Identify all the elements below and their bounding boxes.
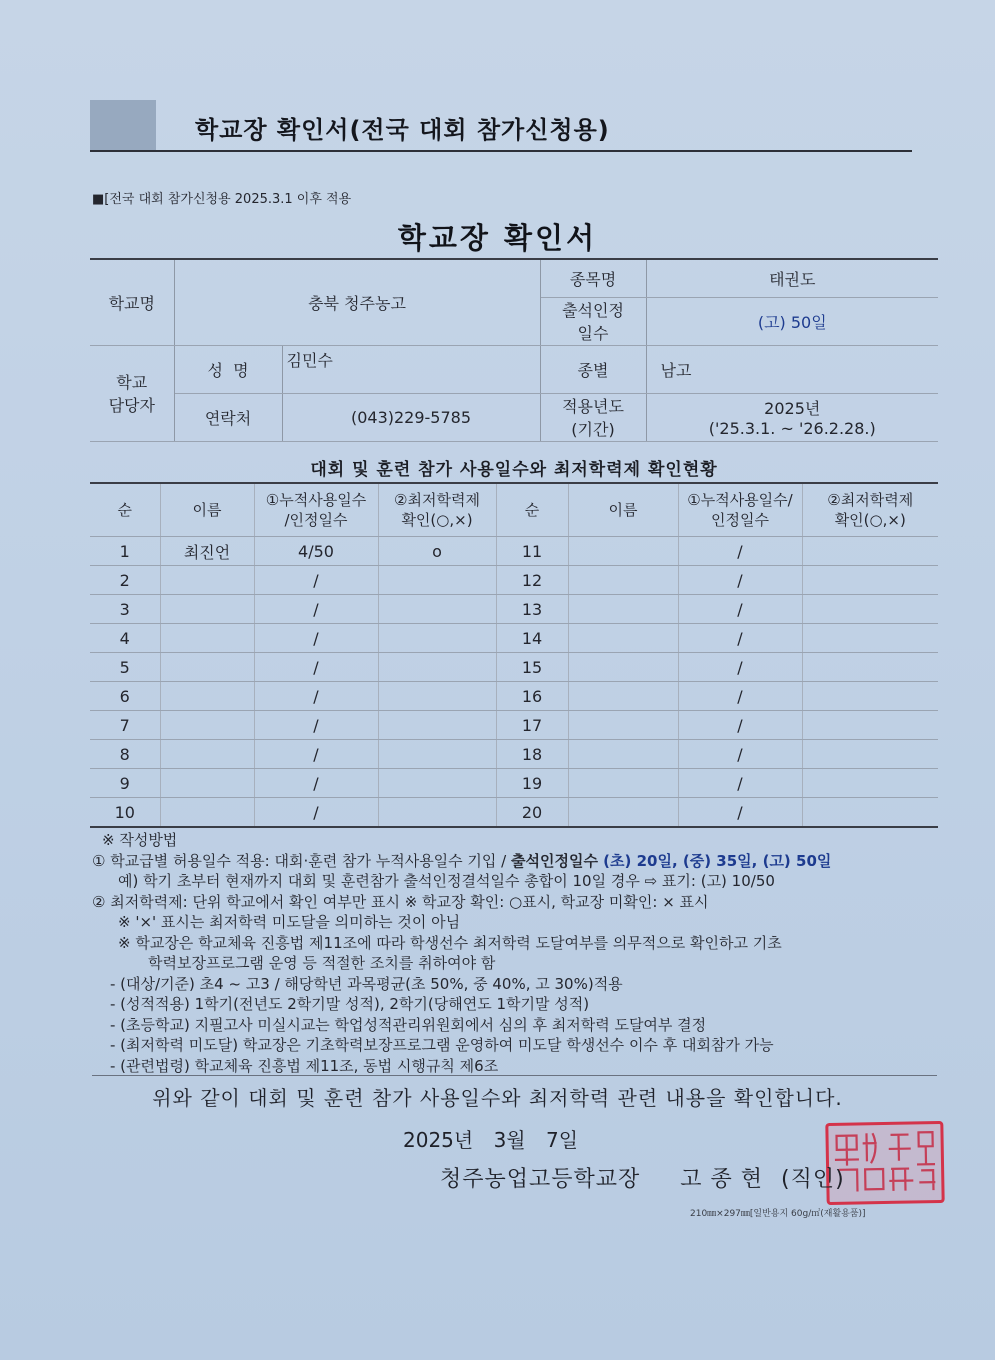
cell-no: 8 <box>90 740 160 769</box>
contact-value: (043)229-5785 <box>282 393 540 441</box>
cell-min-r <box>802 624 938 653</box>
cell-no-r: 15 <box>496 653 568 682</box>
cell-days-r: / <box>678 711 802 740</box>
year-label <box>540 393 646 441</box>
cell-days-r: / <box>678 566 802 595</box>
col-name: 이름 <box>160 483 254 537</box>
table-row <box>90 566 938 595</box>
col-min-line1: ②최저학력제 <box>394 491 480 509</box>
manager-label-line1: 학교 <box>116 373 148 392</box>
cell-days-r: / <box>678 595 802 624</box>
cell-no-r: 16 <box>496 682 568 711</box>
col-name-right: 이름 <box>568 483 678 537</box>
cell-days: / <box>254 682 378 711</box>
cell-min <box>378 595 496 624</box>
note-2-b: ※ 학교장은 학교체육 진흥법 제11조에 따라 학생선수 최저학력 도달여부를 의무적으로 확인하고 기초 <box>118 933 782 952</box>
year-value-line2: ('25.3.1. ~ '26.2.28.) <box>708 419 876 438</box>
confirm-rule <box>92 1075 937 1076</box>
cell-min-r <box>802 653 938 682</box>
cell-days-r: / <box>678 537 802 566</box>
note-2: ② 최저학력제: 단위 학교에서 확인 여부만 표시 ※ 학교장 확인: ○표시, 학교장 미확인: × 표시 <box>92 892 709 911</box>
cell-days: / <box>254 653 378 682</box>
cell-name-r <box>568 537 678 566</box>
gender-value: 남고 <box>646 345 938 393</box>
cell-days: / <box>254 769 378 798</box>
cell-days-r: / <box>678 624 802 653</box>
cell-days: / <box>254 711 378 740</box>
notice-text: ■[전국 대회 참가신청용 2025.3.1 이후 적용 <box>92 192 352 207</box>
cell-no: 6 <box>90 682 160 711</box>
gender-label: 종별 <box>540 345 646 393</box>
cell-name-r <box>568 595 678 624</box>
name-label: 성 명 <box>174 345 282 393</box>
signer-name: 고 종 현 <box>680 1167 764 1192</box>
header-shade-box <box>90 100 156 152</box>
cell-days-r: / <box>678 682 802 711</box>
col-days-line2: /인정일수 <box>284 511 348 529</box>
cell-no-r: 11 <box>496 537 568 566</box>
cell-no: 7 <box>90 711 160 740</box>
cell-name <box>160 653 254 682</box>
cell-min <box>378 798 496 828</box>
note-dash-4: - (최저학력 미도달) 학교장은 기초학력보장프로그램 운영하여 미도달 학생선수 이수 후 대회참가 가능 <box>110 1036 774 1054</box>
note-dash-1: - (대상/기준) 초4 ~ 고3 / 해당학년 과목평균(초 50%, 중 40%, 고 30%)적용 <box>110 974 623 993</box>
col-days-line1: ①누적사용일수 <box>265 491 367 509</box>
header-title: 학교장 확인서(전국 대회 참가신청용) <box>195 116 610 144</box>
note-dash-3: - (초등학교) 지필고사 미실시교는 학업성적관리위원회에서 심의 후 최저학력 도달여부 결정 <box>110 1015 707 1034</box>
cell-no-r: 12 <box>496 566 568 595</box>
cell-min-r <box>802 769 938 798</box>
cell-days-r: / <box>678 769 802 798</box>
cell-no: 10 <box>90 798 160 828</box>
table-row <box>90 740 938 769</box>
table-row <box>90 682 938 711</box>
col-days-right-line2: 인정일수 <box>711 511 769 529</box>
cell-days: / <box>254 740 378 769</box>
cell-min: o <box>378 537 496 566</box>
cell-min-r <box>802 711 938 740</box>
school-value: 충북 청주농고 <box>174 259 540 345</box>
cell-min <box>378 566 496 595</box>
cell-min-r <box>802 537 938 566</box>
signer-line <box>440 1162 845 1193</box>
cell-days: / <box>254 798 378 828</box>
col-days-right-line1: ①누적사용일수/ <box>687 491 793 509</box>
cell-days: / <box>254 624 378 653</box>
cell-days: / <box>254 566 378 595</box>
attendance-label <box>540 297 646 345</box>
cell-min-r <box>802 798 938 828</box>
cell-days-r: / <box>678 740 802 769</box>
attendance-label-line1: 출석인정 <box>562 301 624 320</box>
cell-days: 4/50 <box>254 537 378 566</box>
cell-no: 1 <box>90 537 160 566</box>
paper-spec: 210㎜×297㎜[일반용지 60g/㎡(재활용품)] <box>690 1209 866 1219</box>
cell-name-r <box>568 798 678 828</box>
col-min-line2: 확인(○,×) <box>401 511 473 529</box>
table-row <box>90 537 938 566</box>
signer-school: 청주농업고등학교장 <box>440 1167 641 1192</box>
cell-no-r: 19 <box>496 769 568 798</box>
col-days <box>254 483 378 537</box>
name-value: 김민수 <box>282 345 540 393</box>
event-value: 태권도 <box>646 259 938 297</box>
document-title: 학교장 확인서 <box>397 221 598 255</box>
note-1-text: ① 학교급별 허용일수 적용: 대회·훈련 참가 누적사용일수 기입 / <box>92 851 511 870</box>
note-2-a: ※ '×' 표시는 최저학력 미도달을 의미하는 것이 아님 <box>118 913 461 931</box>
col-no-right: 순 <box>496 483 568 537</box>
seal-glyphs-icon <box>828 1124 941 1202</box>
note-2-b-cont: 학력보장프로그램 운영 등 적절한 조치를 취하여야 함 <box>148 954 496 972</box>
note-dash-5: - (관련법령) 학교체육 진흥법 제11조, 동법 시행규칙 제6조 <box>110 1056 499 1075</box>
usage-table <box>90 482 938 828</box>
cell-name <box>160 769 254 798</box>
note-1-example: 예) 학기 초부터 현재까지 대회 및 훈련참가 출석인정결석일수 총합이 10일 경우 ⇨ 표기: (고) 10/50 <box>118 872 775 890</box>
cell-no: 3 <box>90 595 160 624</box>
cell-min-r <box>802 566 938 595</box>
info-table <box>90 258 938 442</box>
year-value-line1: 2025년 <box>764 399 821 418</box>
cell-name <box>160 740 254 769</box>
cell-no-r: 18 <box>496 740 568 769</box>
col-min-right <box>802 483 938 537</box>
cell-name-r <box>568 711 678 740</box>
year-value <box>646 393 938 441</box>
year-label-line1: 적용년도 <box>562 397 624 416</box>
cell-min <box>378 711 496 740</box>
cell-name <box>160 682 254 711</box>
cell-min <box>378 624 496 653</box>
cell-name-r <box>568 624 678 653</box>
cell-name <box>160 595 254 624</box>
attendance-label-line2: 일수 <box>577 324 609 343</box>
table-row <box>90 624 938 653</box>
col-min-right-line2: 확인(○,×) <box>834 511 906 529</box>
cell-name <box>160 711 254 740</box>
cell-no: 5 <box>90 653 160 682</box>
cell-min-r <box>802 595 938 624</box>
cell-no-r: 13 <box>496 595 568 624</box>
col-no: 순 <box>90 483 160 537</box>
section-title: 대회 및 훈련 참가 사용일수와 최저학력제 확인현황 <box>310 460 718 480</box>
school-label: 학교명 <box>90 259 174 345</box>
note-1-bold: 출석인정일수 <box>511 851 598 870</box>
contact-label: 연락처 <box>174 393 282 441</box>
table-row <box>90 653 938 682</box>
issue-date: 2025년 3월 7일 <box>403 1128 579 1152</box>
col-days-right <box>678 483 802 537</box>
attendance-value: (고) 50일 <box>646 297 938 345</box>
cell-name-r <box>568 653 678 682</box>
manager-label <box>90 345 174 441</box>
cell-no: 2 <box>90 566 160 595</box>
cell-days: / <box>254 595 378 624</box>
cell-min-r <box>802 740 938 769</box>
usage-table-header <box>90 483 938 537</box>
cell-name-r <box>568 566 678 595</box>
cell-name-r <box>568 769 678 798</box>
cell-name: 최진언 <box>160 537 254 566</box>
col-min <box>378 483 496 537</box>
note-dash-2: - (성적적용) 1학기(전년도 2학기말 성적), 2학기(당해연도 1학기말 성적) <box>110 995 590 1013</box>
cell-min <box>378 653 496 682</box>
cell-name <box>160 798 254 828</box>
note-1 <box>92 851 942 872</box>
notes-heading: ※ 작성방법 <box>102 831 178 849</box>
table-row <box>90 798 938 828</box>
header-rule <box>90 150 912 152</box>
seal-placeholder: (직인) <box>781 1167 845 1192</box>
cell-no-r: 20 <box>496 798 568 828</box>
confirm-statement: 위와 같이 대회 및 훈련 참가 사용일수와 최저학력 관련 내용을 확인합니다. <box>152 1086 843 1110</box>
cell-no: 9 <box>90 769 160 798</box>
cell-min <box>378 682 496 711</box>
cell-no-r: 14 <box>496 624 568 653</box>
cell-no: 4 <box>90 624 160 653</box>
cell-name-r <box>568 740 678 769</box>
instructions <box>92 830 942 1076</box>
cell-min <box>378 740 496 769</box>
cell-name-r <box>568 682 678 711</box>
cell-days-r: / <box>678 798 802 828</box>
table-row <box>90 769 938 798</box>
table-row <box>90 711 938 740</box>
col-min-right-line1: ②최저학력제 <box>827 491 914 509</box>
year-label-line2: (기간) <box>571 420 615 439</box>
cell-name <box>160 624 254 653</box>
cell-name <box>160 566 254 595</box>
cell-min-r <box>802 682 938 711</box>
table-row <box>90 595 938 624</box>
event-label: 종목명 <box>540 259 646 297</box>
note-1-days: (초) 20일, (중) 35일, (고) 50일 <box>597 851 832 870</box>
cell-days-r: / <box>678 653 802 682</box>
manager-label-line2: 담당자 <box>108 396 155 415</box>
cell-no-r: 17 <box>496 711 568 740</box>
cell-min <box>378 769 496 798</box>
